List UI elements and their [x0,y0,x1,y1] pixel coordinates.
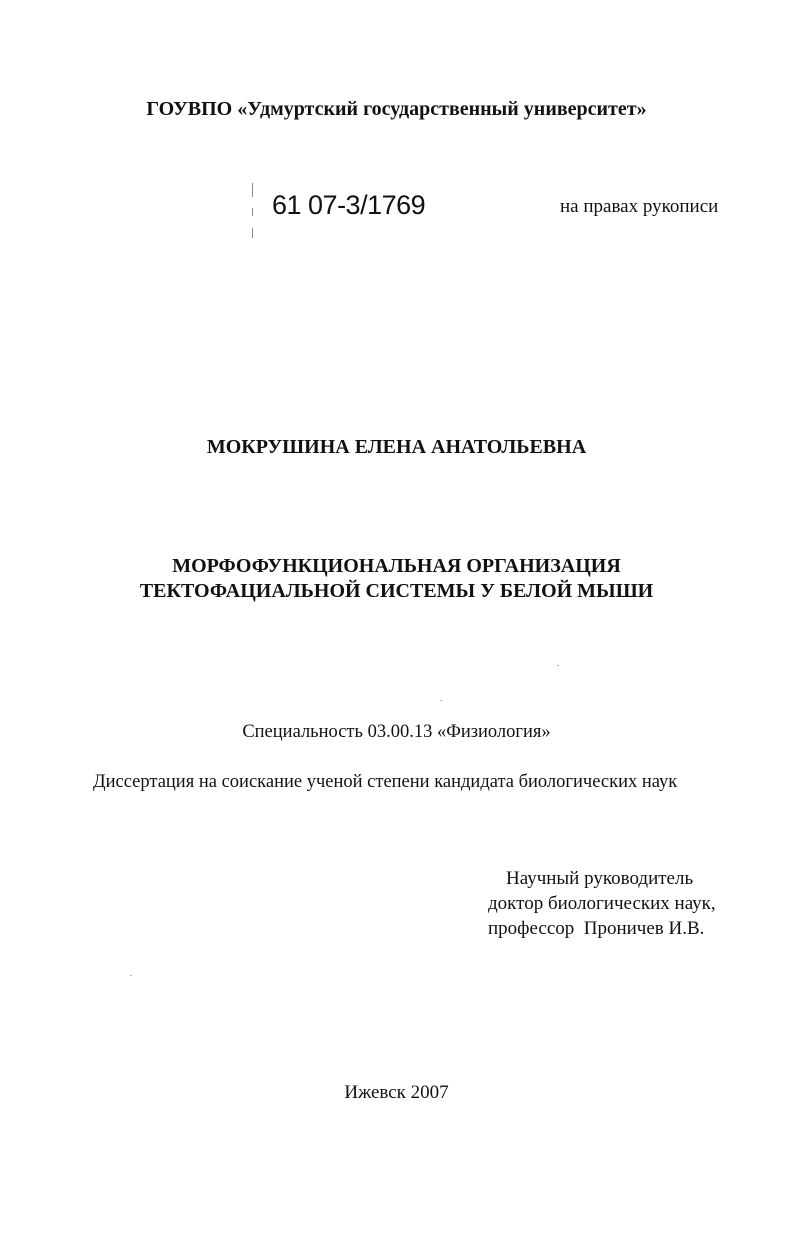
specialty-line: Специальность 03.00.13 «Физиология» [242,722,551,742]
scan-speck [440,700,442,701]
scan-speck [557,665,559,666]
supervisor-title-name: профессор Проничев И.В. [488,918,705,939]
author-name: МОКРУШИНА ЕЛЕНА АНАТОЛЬЕВНА [206,436,587,458]
scan-margin-mark [252,228,253,238]
scan-margin-mark [252,183,253,197]
registration-number: 61 07-3/1769 [272,190,426,220]
supervisor-block [488,866,716,941]
scan-margin-mark [252,208,253,216]
dissertation-title-line-2: ТЕКТОФАЦИАЛЬНОЙ СИСТЕМЫ У БЕЛОЙ МЫШИ [139,580,654,602]
dissertation-title-line-1: МОРФОФУНКЦИОНАЛЬНАЯ ОРГАНИЗАЦИЯ [172,555,621,577]
manuscript-rights-note: на правах рукописи [560,196,719,217]
supervisor-degree: доктор биологических наук, [488,893,716,914]
scan-speck [130,975,132,976]
degree-line: Диссертация на соискание ученой степени кандидата биологических наук [93,772,678,792]
city-year: Ижевск 2007 [344,1082,449,1103]
supervisor-role: Научный руководитель [506,868,694,889]
university-name: ГОУВПО «Удмуртский государственный университет» [146,98,647,120]
